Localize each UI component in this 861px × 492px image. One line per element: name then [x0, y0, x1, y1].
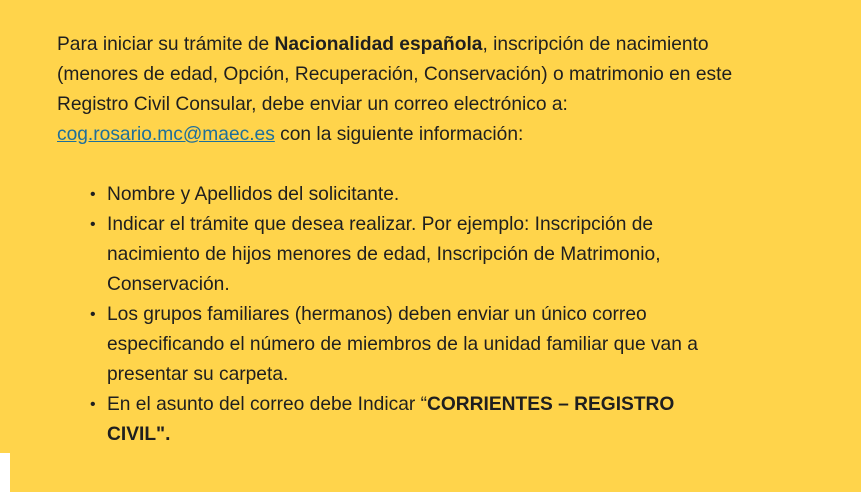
list-item [90, 210, 737, 300]
intro-paragraph [57, 30, 769, 150]
bullet-icon: • [90, 306, 96, 323]
list-item [90, 180, 737, 210]
requirements-list [57, 180, 737, 450]
page-edge-strip [0, 453, 10, 492]
requirement-subject-bold: CORRIENTES – REGISTRO CIVIL". [107, 394, 675, 445]
intro-suffix: con la siguiente información: [274, 124, 524, 145]
requirement-text-prefix: En el asunto del correo debe Indicar “ [107, 394, 427, 415]
intro-middle: , inscripción de nacimiento (menores de edad, Opción, Recuperación, Conservación) o matrimonio en este Registro Civil Consular, debe enviar un correo electrónico a: [57, 34, 733, 115]
intro-prefix: Para iniciar su trámite de [57, 34, 275, 55]
intro-bold-nationality: Nacionalidad española [274, 34, 483, 55]
nationality-info-panel [57, 30, 777, 450]
requirement-text: Nombre y Apellidos del solicitante. [107, 184, 400, 205]
bullet-icon: • [90, 216, 96, 233]
requirement-text: Indicar el trámite que desea realizar. Por ejemplo: Inscripción de nacimiento de hijos menores de edad, Inscripción de Matrimonio, Conservación. [107, 214, 661, 295]
bullet-icon: • [90, 186, 96, 203]
list-item [90, 300, 737, 390]
bullet-icon: • [90, 396, 96, 413]
list-item [90, 390, 737, 450]
email-link[interactable]: cog.rosario.mc@maec.es [57, 124, 275, 145]
requirement-text: Los grupos familiares (hermanos) deben enviar un único correo especificando el número de miembros de la unidad familiar que van a presentar su carpeta. [107, 304, 698, 385]
